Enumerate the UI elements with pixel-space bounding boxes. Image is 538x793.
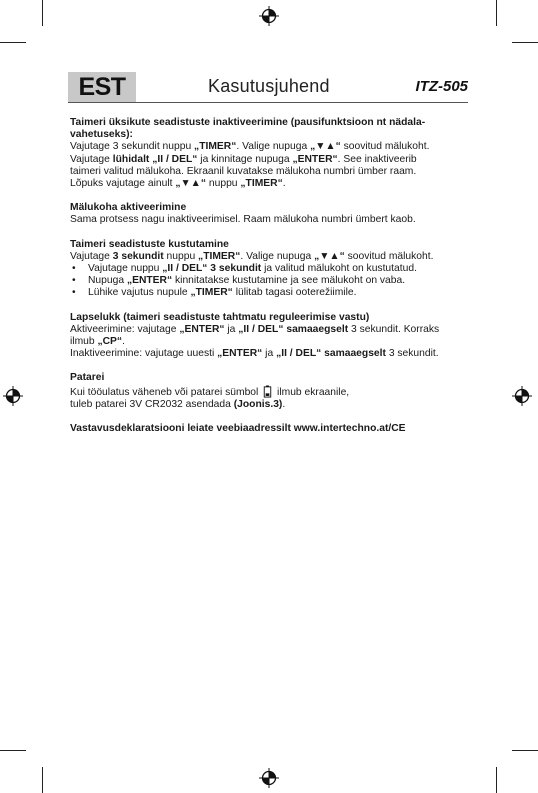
text-bold: „TIMER“ [240, 178, 283, 190]
text: lülitab tagasi ooterežiimile. [232, 287, 357, 299]
language-badge: EST [68, 72, 136, 102]
text: . Valige nupuga [236, 141, 311, 153]
text-bold: „▼▲“ [314, 250, 345, 262]
text-bold: „ENTER“ [217, 348, 263, 360]
model-number: ITZ-505 [415, 78, 468, 95]
section-child-lock [70, 312, 470, 361]
text-bold: lühidalt „II / DEL“ [112, 153, 198, 165]
section-heading: Taimeri üksikute seadistuste inaktiveerimine (pausifunktsioon nt nädala-vahetuseks): [70, 117, 426, 141]
text-bold: „II / DEL“ 3 sekundit [162, 263, 262, 275]
text-bold: 3 sekundit [112, 250, 164, 262]
crop-mark [496, 0, 497, 26]
text: Nupuga [88, 275, 127, 287]
text: Lõpuks vajutage ainult [70, 178, 176, 190]
registration-mark-icon [512, 386, 532, 406]
text: ja [224, 323, 239, 335]
battery-icon [263, 385, 272, 398]
registration-mark-icon [259, 768, 279, 788]
text: 3 sekundit. [385, 348, 439, 360]
text-bold: „CP“ [97, 336, 123, 348]
text: Aktiveerimine: vajutage [70, 323, 180, 335]
text: soovitud mälukoht. [340, 141, 430, 153]
section-heading: Lapselukk (taimeri seadistuste tahtmatu reguleerimise vastu) [70, 311, 370, 323]
text: . See inaktiveerib [337, 153, 417, 165]
list-item [70, 275, 470, 287]
section-delete-settings [70, 239, 470, 300]
paragraph-line [70, 336, 470, 348]
text: kinnitatakse kustutamine ja see mälukoht on vaba. [172, 275, 406, 287]
text-bold: „II / DEL“ samaaegselt [276, 348, 386, 360]
paragraph-line [70, 385, 470, 399]
section-battery [70, 372, 470, 411]
text: Vajutage [70, 153, 113, 165]
text: Kui tööulatus väheneb või patarei sümbol [70, 386, 262, 398]
text: nuppu [163, 250, 199, 262]
text-bold: „ENTER“ [126, 275, 173, 287]
page-header [68, 72, 468, 104]
paragraph-line [70, 324, 470, 336]
text: ja valitud mälukoht on kustutatud. [261, 263, 417, 275]
text: ja [262, 348, 277, 360]
text: Vajutage 3 sekundit nuppu [70, 141, 195, 153]
text: tuleb patarei 3V CR2032 asendada [70, 398, 234, 410]
section-declaration [70, 423, 470, 435]
text-bold: „TIMER“ [198, 250, 241, 262]
page-title: Kasutusjuhend [208, 76, 330, 96]
paragraph-line [70, 154, 470, 166]
text: ja kinnitage nupuga [197, 153, 293, 165]
section-deactivate-single [70, 117, 470, 190]
paragraph-line [70, 348, 470, 360]
header-divider [68, 102, 468, 103]
list-item [70, 287, 470, 299]
text: . [282, 178, 286, 190]
crop-mark [496, 767, 497, 793]
text-bold: „ENTER“ [292, 153, 338, 165]
declaration-text: Vastavusdeklaratsiooni leiate veebiaadressilt www.intertechno.at/CE [70, 423, 406, 435]
section-heading: Patarei [70, 372, 105, 384]
bullet-list [70, 263, 470, 300]
text-bold: „TIMER“ [190, 287, 233, 299]
text: 3 sekundit. Korraks [348, 323, 440, 335]
text-bold: „ENTER“ [179, 323, 225, 335]
text: ilmub ekraanile, [274, 386, 350, 398]
section-heading: Taimeri seadistuste kustutamine [70, 238, 229, 250]
paragraph-line [70, 251, 470, 263]
crop-mark [0, 42, 26, 43]
registration-mark-icon [3, 386, 23, 406]
section-activate-memory [70, 202, 470, 226]
paragraph-line [70, 399, 470, 411]
text: ilmub [70, 336, 98, 348]
section-heading: Mälukoha aktiveerimine [70, 202, 187, 214]
manual-body [70, 117, 470, 447]
crop-mark [512, 42, 538, 43]
text: . [122, 336, 125, 348]
paragraph-line [70, 178, 470, 190]
text: nuppu [206, 178, 241, 190]
crop-mark [512, 750, 538, 751]
text: Vajutage nuppu [88, 263, 163, 275]
paragraph-line: Sama protsess nagu inaktiveerimisel. Raam mälukoha numbri ümbert kaob. [70, 214, 416, 226]
text: Vajutage [70, 250, 113, 262]
text: Inaktiveerimine: vajutage uuesti [70, 348, 218, 360]
text-bold: (Joonis.3) [233, 398, 283, 410]
text: soovitud mälukoht. [344, 250, 434, 262]
text-bold: „▼▲“ [175, 178, 207, 190]
paragraph-line [70, 141, 470, 153]
paragraph-line: taimeri valitud mälukoha. Ekraanil kuvatakse mälukoha numbri ümber raam. [70, 165, 417, 177]
text: . [282, 398, 286, 410]
text: . Valige nupuga [240, 250, 315, 262]
list-item [70, 263, 470, 275]
text-bold: „▼▲“ [310, 141, 341, 153]
crop-mark [0, 750, 26, 751]
crop-mark [42, 0, 43, 26]
text-bold: „TIMER“ [194, 141, 237, 153]
crop-mark [42, 767, 43, 793]
text-bold: „II / DEL“ samaaegselt [238, 323, 349, 335]
registration-mark-icon [259, 6, 279, 26]
text: Lühike vajutus nupule [88, 287, 191, 299]
